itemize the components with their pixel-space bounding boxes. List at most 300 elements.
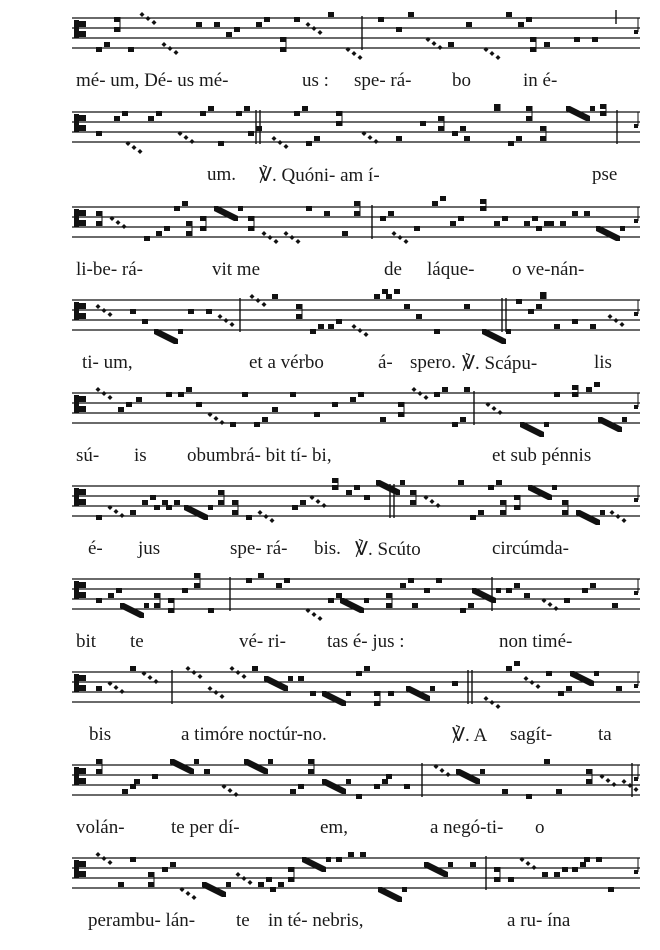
neume bbox=[560, 221, 566, 226]
neume bbox=[482, 329, 511, 344]
neume bbox=[206, 309, 212, 314]
staff bbox=[72, 850, 640, 898]
neume bbox=[558, 686, 572, 696]
neume bbox=[592, 37, 598, 42]
neume bbox=[258, 573, 264, 578]
neume bbox=[544, 759, 550, 764]
neume bbox=[600, 104, 606, 116]
custos bbox=[634, 207, 638, 223]
neume bbox=[414, 226, 420, 231]
neume bbox=[166, 500, 180, 510]
chant-system bbox=[0, 664, 660, 759]
lyric-line bbox=[72, 910, 640, 936]
neume bbox=[270, 882, 284, 892]
neume bbox=[232, 500, 238, 515]
c-clef bbox=[74, 581, 86, 599]
staff bbox=[72, 10, 640, 58]
staff-drawing bbox=[72, 10, 640, 58]
neume bbox=[458, 480, 464, 485]
neume bbox=[380, 417, 386, 422]
neume bbox=[196, 402, 202, 407]
staff-drawing bbox=[72, 571, 640, 619]
neume bbox=[314, 412, 320, 417]
neume bbox=[174, 201, 188, 211]
neume bbox=[526, 794, 532, 799]
lyric-syllable: bis. bbox=[314, 538, 341, 559]
lyric-syllable: a timóre noctúr-no. bbox=[181, 724, 327, 745]
lyric-syllable: spe- rá- bbox=[230, 538, 288, 559]
lyric-line bbox=[72, 631, 640, 657]
neume bbox=[410, 490, 416, 505]
lyric-line bbox=[72, 352, 640, 378]
neume bbox=[404, 784, 410, 789]
neume bbox=[96, 131, 102, 136]
neume bbox=[524, 593, 530, 598]
neume bbox=[130, 857, 136, 862]
neume bbox=[200, 106, 214, 116]
staff-drawing bbox=[72, 199, 640, 247]
neume bbox=[540, 126, 546, 141]
neume bbox=[360, 852, 366, 857]
lyric-syllable: láque- bbox=[427, 259, 475, 280]
neume bbox=[556, 789, 562, 794]
staff bbox=[72, 757, 640, 805]
neume bbox=[272, 294, 278, 299]
neume bbox=[378, 887, 407, 902]
neume bbox=[114, 17, 120, 32]
neume bbox=[204, 769, 210, 774]
c-clef bbox=[74, 860, 86, 878]
neume bbox=[526, 106, 532, 121]
custos bbox=[634, 672, 638, 688]
lyric-syllable: volán- bbox=[76, 817, 125, 838]
neume bbox=[202, 882, 231, 897]
neume bbox=[506, 583, 520, 593]
neume bbox=[542, 872, 548, 877]
custos bbox=[634, 300, 638, 316]
neume bbox=[322, 779, 351, 794]
neume bbox=[562, 500, 568, 515]
neume bbox=[380, 211, 394, 221]
neume bbox=[460, 603, 474, 613]
lyric-syllable: mé- um, Dé- us mé- bbox=[76, 70, 229, 91]
neume bbox=[272, 407, 278, 412]
custos bbox=[634, 765, 638, 781]
neume bbox=[118, 882, 124, 887]
neume bbox=[574, 37, 580, 42]
neume bbox=[596, 857, 602, 862]
barline bbox=[502, 298, 506, 332]
custos bbox=[634, 858, 638, 874]
lyric-syllable: sagít- bbox=[510, 724, 553, 745]
neume bbox=[434, 329, 440, 334]
neume bbox=[508, 136, 522, 146]
neume bbox=[406, 686, 435, 701]
neume bbox=[230, 422, 236, 427]
neume bbox=[130, 510, 136, 515]
c-clef bbox=[74, 302, 86, 320]
neume bbox=[540, 292, 546, 299]
neume bbox=[244, 759, 273, 774]
neume bbox=[576, 510, 605, 525]
staff-drawing bbox=[72, 292, 640, 340]
neume bbox=[208, 608, 214, 613]
lyric-syllable: a ru- ína bbox=[507, 910, 571, 931]
neume bbox=[530, 37, 536, 52]
neume bbox=[416, 314, 422, 319]
staff bbox=[72, 385, 640, 433]
neume bbox=[386, 774, 392, 779]
neume bbox=[136, 397, 142, 402]
neume bbox=[554, 324, 560, 329]
lyric-syllable: circúmda- bbox=[492, 538, 570, 559]
neume bbox=[328, 12, 334, 17]
neume bbox=[294, 106, 308, 116]
chant-system bbox=[0, 385, 660, 480]
lyric-syllable: ℣. Quóni- am í- bbox=[259, 165, 380, 186]
neume bbox=[130, 309, 136, 314]
neume bbox=[162, 862, 176, 872]
neume bbox=[294, 17, 300, 22]
staff-drawing bbox=[72, 478, 640, 526]
staff bbox=[72, 199, 640, 247]
neume bbox=[336, 857, 342, 862]
staff bbox=[72, 664, 640, 712]
neume bbox=[332, 478, 338, 490]
neume bbox=[96, 211, 102, 226]
neume bbox=[166, 392, 172, 397]
neume bbox=[494, 867, 500, 882]
neume bbox=[438, 116, 444, 131]
neume bbox=[484, 47, 501, 60]
lyric-syllable: ti- um, bbox=[82, 352, 133, 373]
neume bbox=[548, 221, 554, 226]
chant-system bbox=[0, 850, 660, 945]
neume bbox=[170, 759, 199, 774]
lyric-line bbox=[72, 538, 640, 564]
lyric-syllable: li-be- rá- bbox=[76, 259, 143, 280]
neume bbox=[96, 686, 102, 691]
staff-drawing bbox=[72, 385, 640, 433]
c-clef bbox=[74, 767, 86, 785]
lyric-syllable: a negó-ti- bbox=[430, 817, 504, 838]
neume bbox=[388, 691, 394, 696]
neume bbox=[412, 603, 418, 608]
neume bbox=[306, 608, 323, 621]
neume bbox=[494, 104, 500, 111]
neume bbox=[144, 236, 150, 241]
neume bbox=[182, 588, 188, 593]
neume bbox=[544, 42, 550, 47]
lyric-syllable: ℣. Scúto bbox=[355, 539, 421, 560]
neume bbox=[254, 417, 268, 427]
neume bbox=[520, 422, 549, 437]
neume bbox=[586, 769, 592, 784]
neume bbox=[500, 500, 506, 515]
neume bbox=[346, 47, 363, 60]
neume bbox=[126, 141, 143, 154]
lyric-line bbox=[72, 817, 640, 843]
neume bbox=[408, 12, 414, 17]
lyric-line bbox=[72, 70, 640, 96]
neume bbox=[154, 329, 183, 344]
neume bbox=[342, 231, 348, 236]
neume bbox=[396, 27, 402, 32]
barline bbox=[468, 670, 472, 704]
neume bbox=[298, 676, 304, 681]
neume bbox=[572, 862, 586, 872]
neume bbox=[306, 206, 312, 211]
neume bbox=[396, 136, 402, 141]
neume bbox=[252, 666, 258, 671]
lyric-syllable: bit bbox=[76, 631, 97, 652]
neume bbox=[96, 42, 110, 52]
neume bbox=[242, 392, 248, 397]
lyric-syllable: obumbrá- bit tí- bi, bbox=[187, 445, 332, 466]
lyric-syllable: et sub pénnis bbox=[492, 445, 592, 466]
neume bbox=[424, 862, 453, 877]
lyric-syllable: ℣. Scápu- bbox=[462, 353, 538, 374]
staff-drawing bbox=[72, 757, 640, 805]
chant-system bbox=[0, 757, 660, 852]
c-clef bbox=[74, 20, 86, 38]
lyric-line bbox=[72, 445, 640, 471]
lyric-line bbox=[72, 724, 640, 750]
neume bbox=[248, 216, 254, 231]
neume bbox=[196, 22, 202, 27]
neume bbox=[184, 505, 213, 520]
neume bbox=[570, 671, 599, 686]
neume bbox=[356, 666, 370, 676]
neume bbox=[180, 887, 197, 900]
neume bbox=[128, 47, 134, 52]
custos bbox=[634, 579, 638, 595]
neume bbox=[324, 211, 330, 216]
neume bbox=[236, 106, 250, 116]
neume bbox=[96, 515, 102, 520]
neume bbox=[590, 324, 596, 329]
neume bbox=[120, 603, 149, 618]
lyric-syllable: te per dí- bbox=[171, 817, 240, 838]
neume bbox=[292, 500, 306, 510]
staff-drawing bbox=[72, 850, 640, 898]
neume bbox=[470, 862, 476, 867]
lyric-syllable: bis bbox=[89, 724, 112, 745]
neume bbox=[424, 588, 430, 593]
neume bbox=[296, 304, 302, 319]
neume bbox=[436, 578, 442, 583]
neume bbox=[464, 304, 470, 309]
neume bbox=[336, 111, 342, 126]
neume bbox=[152, 774, 158, 779]
neume bbox=[398, 402, 404, 417]
neume bbox=[130, 666, 136, 671]
neume bbox=[466, 22, 472, 27]
neume bbox=[480, 199, 486, 211]
lyric-syllable: á- bbox=[378, 352, 393, 373]
lyric-syllable: in té- nebris, bbox=[268, 910, 364, 931]
neume bbox=[264, 676, 293, 691]
lyric-syllable: sú- bbox=[76, 445, 100, 466]
lyric-syllable: tas é- jus : bbox=[327, 631, 405, 652]
lyric-syllable: um. bbox=[207, 164, 237, 185]
neume bbox=[364, 495, 370, 500]
neume bbox=[246, 515, 252, 520]
lyric-syllable: em, bbox=[320, 817, 348, 838]
neume bbox=[616, 686, 622, 691]
chant-system bbox=[0, 10, 660, 105]
neume bbox=[572, 319, 578, 324]
neume bbox=[332, 402, 338, 407]
neume bbox=[582, 583, 596, 593]
neume bbox=[386, 593, 392, 608]
neume bbox=[218, 490, 224, 505]
neume bbox=[596, 226, 625, 241]
chant-system bbox=[0, 292, 660, 387]
lyric-syllable: jus bbox=[138, 538, 161, 559]
neume bbox=[566, 106, 595, 121]
c-clef bbox=[74, 209, 86, 227]
neume bbox=[154, 500, 168, 510]
c-clef bbox=[74, 395, 86, 413]
chant-system bbox=[0, 478, 660, 573]
lyric-syllable: et a vérbo bbox=[249, 352, 324, 373]
neume bbox=[464, 387, 470, 392]
staff bbox=[72, 478, 640, 526]
neume bbox=[302, 857, 331, 872]
lyric-line bbox=[72, 259, 640, 285]
neume bbox=[214, 22, 220, 27]
neume bbox=[508, 877, 514, 882]
neume bbox=[246, 578, 252, 583]
lyric-syllable: o ve-nán- bbox=[512, 259, 585, 280]
neume bbox=[452, 417, 466, 427]
neume bbox=[134, 779, 140, 784]
staff bbox=[72, 104, 640, 152]
lyric-syllable: spe- rá- bbox=[354, 70, 412, 91]
custos bbox=[634, 112, 638, 128]
neume bbox=[308, 759, 314, 774]
lyric-syllable: vit me bbox=[212, 259, 261, 280]
lyric-syllable: o bbox=[535, 817, 545, 838]
neume bbox=[186, 221, 192, 236]
neume bbox=[554, 392, 560, 397]
neume bbox=[598, 417, 627, 432]
neume bbox=[374, 691, 380, 706]
lyric-syllable: ℣. A bbox=[452, 725, 488, 746]
chant-system bbox=[0, 104, 660, 199]
neume bbox=[452, 126, 466, 136]
neume bbox=[502, 789, 508, 794]
neume bbox=[354, 201, 360, 216]
neume bbox=[470, 510, 484, 520]
neume bbox=[356, 794, 362, 799]
neume bbox=[218, 141, 224, 146]
neume bbox=[448, 42, 454, 47]
neume bbox=[194, 573, 200, 588]
neume bbox=[546, 671, 552, 676]
neume bbox=[514, 495, 520, 510]
lyric-line bbox=[72, 164, 640, 190]
neume bbox=[168, 598, 174, 613]
neume bbox=[464, 136, 470, 141]
neume bbox=[348, 852, 354, 857]
c-clef bbox=[74, 674, 86, 692]
lyric-syllable: te bbox=[130, 631, 144, 652]
lyric-syllable: pse bbox=[592, 164, 618, 185]
neume bbox=[608, 887, 614, 892]
neume bbox=[584, 857, 590, 862]
lyric-syllable: ta bbox=[598, 724, 612, 745]
lyric-syllable: perambu- lán- bbox=[88, 910, 196, 931]
chant-system bbox=[0, 571, 660, 666]
neume bbox=[420, 121, 426, 126]
lyric-syllable: non timé- bbox=[499, 631, 573, 652]
staff bbox=[72, 571, 640, 619]
neume bbox=[564, 598, 570, 603]
lyric-syllable: vé- ri- bbox=[239, 631, 286, 652]
neume bbox=[452, 681, 458, 686]
lyric-syllable: us : bbox=[302, 70, 329, 91]
neume bbox=[178, 387, 192, 397]
neume bbox=[96, 598, 102, 603]
lyric-syllable: in é- bbox=[523, 70, 558, 91]
c-clef bbox=[74, 114, 86, 132]
neume bbox=[528, 304, 542, 314]
staff-drawing bbox=[72, 664, 640, 712]
neume bbox=[288, 867, 294, 882]
lyric-syllable: lis bbox=[594, 352, 612, 373]
neume bbox=[536, 221, 550, 231]
neume bbox=[506, 12, 512, 17]
neume bbox=[572, 211, 578, 216]
neume bbox=[488, 480, 502, 490]
custos bbox=[634, 486, 638, 502]
neume bbox=[456, 769, 485, 784]
neume bbox=[290, 392, 296, 397]
lyric-syllable: spero. bbox=[410, 352, 456, 373]
neume bbox=[584, 211, 590, 216]
custos bbox=[634, 393, 638, 409]
neume bbox=[374, 779, 388, 789]
neume bbox=[328, 593, 342, 603]
neume bbox=[340, 598, 369, 613]
lyric-syllable: is bbox=[134, 445, 147, 466]
chant-system bbox=[0, 199, 660, 294]
neume bbox=[528, 485, 557, 500]
neume bbox=[310, 324, 324, 334]
staff-drawing bbox=[72, 104, 640, 152]
neume bbox=[188, 309, 194, 314]
neume bbox=[310, 691, 316, 696]
neume bbox=[214, 206, 243, 221]
neume bbox=[154, 593, 160, 608]
custos bbox=[634, 18, 638, 34]
neume bbox=[148, 872, 154, 887]
neume bbox=[142, 319, 148, 324]
neume bbox=[200, 216, 206, 231]
neume bbox=[472, 588, 501, 603]
neume bbox=[404, 304, 410, 309]
c-clef bbox=[74, 488, 86, 506]
neume bbox=[322, 691, 351, 706]
neume bbox=[612, 603, 618, 608]
neume bbox=[572, 385, 578, 397]
neume bbox=[378, 17, 384, 22]
lyric-syllable: de bbox=[384, 259, 402, 280]
neume bbox=[280, 37, 286, 52]
lyric-syllable: te bbox=[236, 910, 250, 931]
